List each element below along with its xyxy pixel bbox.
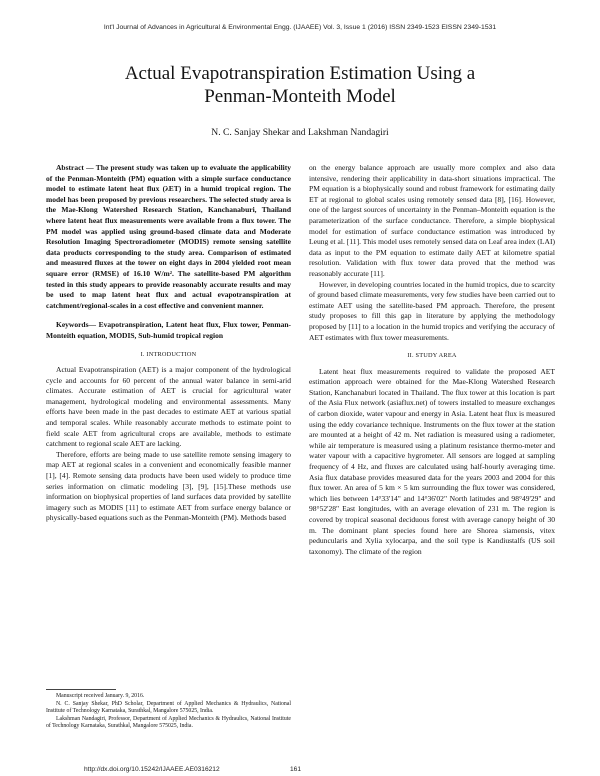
paper-title (60, 62, 540, 108)
col2-paragraph-2: However, in developing countries located in the humid tropics, due to scarcity of ground based climate measurements, very few studies have been carried out to estimate AET using the satellite-based PM approach. Therefore, the present study proposes to fill this gap in literature by applying the methodology proposed by [11] to a location in the humid tropics and verifying the accuracy of AET estimates with flux tower measurements. (309, 279, 555, 342)
col2-paragraph-1: on the energy balance approach are usually more complex and also data intensive, rendering their applicability in data-short situations impractical. The PM equation is a biophysically sound and robust framework for estimating daily ET at regional to global scales using remotely sensed data [8], [16]. However, one of the largest sources of uncertainty in the Penman–Monteith equation is the parameterization of the surface conductance. Therefore, a simple biophysical model for estimation of surface conductance estimation was introduced by Leung et al. [11]. This model uses remotely sensed data on Leaf area index (LAI) data as input to the PM equation to estimate daily AET at kilometre spatial resolution. Validation with flux tower data proved that the method was reasonably accurate [11]. (309, 163, 555, 278)
footnote-divider (46, 689, 116, 690)
study-area-paragraph: Latent heat flux measurements required to validate the proposed AET estimation approach were obtained for the Mae-Klong Watershed Research Station, Kanchanaburi located in Thailand. The flux tower at this location is part of the Asia Flux network (asiaflux.net) of towers installed to measure exchanges of carbon dioxide, water vapour and energy in Asia. Latent heat flux is measured using the eddy covariance technique. Instruments on the flux tower at the station are mounted at a height of 42 m. Net radiation is measured using a radiometer, while air temperature is measured using a platinum resistance thermo-meter and water vapour with a capacitive hygrometer. All sensors are logged at sampling frequency of 4 Hz, and fluxes are calculated using half-hourly averaging time. Asia flux database provides measured data for the years 2003 and 2004 for this flux tower. An area of 5 km × 5 km surrounding the flux tower was considered, which lies between 14°33'14" and 14°36'02" North latitudes and 98°49'29" and 98°52'28" East longitudes, with an average elevation of 231 m. The region is covered by tropical seasonal deciduous forest with average canopy height of 30 m. The dominant plant species found here are Shorea siamensis, vitex peduncularis and Xylia xylocarpa, and the soil type is Kandiustalfs (US soil taxonomy). The climate of the region (309, 366, 555, 556)
abstract: Abstract — The present study was taken up to evaluate the applicability of the Penman-Monteith (PM) equation with a simple surface conductance model to estimate latent heat flux (λET) in a humid tropical region. The model has been proposed by previous researchers. The selected study area is the Mae-Klong Watershed Research Station, Kanchanaburi, Thailand where latent heat flux measurements were available from a flux tower. The PM model was applied using ground-based climate data and Moderate Resolution Imaging Spectroradiometer (MODIS) remote sensing satellite data products corresponding to the study area. Comparison of estimated and measured fluxes at the tower on eight days in 2004 yielded root mean square error (RMSE) of 16.10 W/m². The satellite-based PM algorithm tested in this study appears to provide reasonably accurate results and may be used to map latent heat flux and actual evapotranspiration at catchment/regional-scales in a cost effective and convenient manner. (46, 163, 291, 310)
intro-paragraph-1: Actual Evapotranspiration (AET) is a major component of the hydrological cycle and accounts for 60 percent of the annual water balance in semi-arid climates. Accurate estimation of AET is crucial for agricultural water management, hydrological modeling and environmental assessments. Many efforts have been made in the past decades to estimate AET at various spatial and temporal scales. While reasonably accurate methods to estimate point to field scale AET from agricultural crops are available, methods to estimate catchment to regional scale AET are lacking. (46, 365, 291, 449)
note-author-2: Lakshman Nandagiri, Professor, Department of Applied Mechanics & Hydraulics, National Institute of Technology Karnataka, Surathkal, Mangalore 575025, India. (46, 715, 291, 730)
footnotes (46, 693, 291, 731)
left-column (46, 163, 291, 524)
note-author-1: N. C. Sanjay Shekar, PhD Scholar, Department of Applied Mechanics & Hydraulics, National Institute of Technology Karnataka, Surathkal, Mangalore 575025, India. (46, 700, 291, 715)
section-heading-study-area: II. STUDY AREA (407, 352, 457, 360)
right-column (309, 163, 555, 557)
section-heading-introduction: I. INTRODUCTION (140, 350, 197, 358)
author-list: N. C. Sanjay Shekar and Lakshman Nandagiri (211, 127, 389, 138)
title-line-2: Penman-Monteith Model (204, 86, 396, 107)
title-line-1: Actual Evapotranspiration Estimation Using a (124, 63, 476, 84)
journal-header: Int'l Journal of Advances in Agricultural & Environmental Engg. (IJAAEE) Vol. 3, Issue 1 (2016) ISSN 2349-1523 EISSN 2349-1531 (103, 24, 497, 31)
doi-link[interactable]: http://dx.doi.org/10.15242/IJAAEE.AE0316212 (84, 766, 220, 773)
page-number: 161 (290, 766, 302, 773)
note-received: Manuscript received January. 9, 2016. (56, 693, 145, 699)
keywords: Keywords— Evapotranspiration, Latent heat flux, Flux tower, Penman-Monteith equation, MODIS, Sub-humid tropical region (46, 320, 291, 340)
intro-paragraph-2: Therefore, efforts are being made to use satellite remote sensing imagery to map AET at regional scales in a convenient and economically feasible manner [1], [4]. Remote sensing data products have been used widely to produce time series information on climatic modeling [3], [9], [15].These methods use information on biophysical properties of land surfaces data provided by satellite imagery such as MODIS [11] to estimate AET from surface energy balance or physically-based equations such as the Penman-Monteith (PM). Methods based (46, 449, 291, 523)
